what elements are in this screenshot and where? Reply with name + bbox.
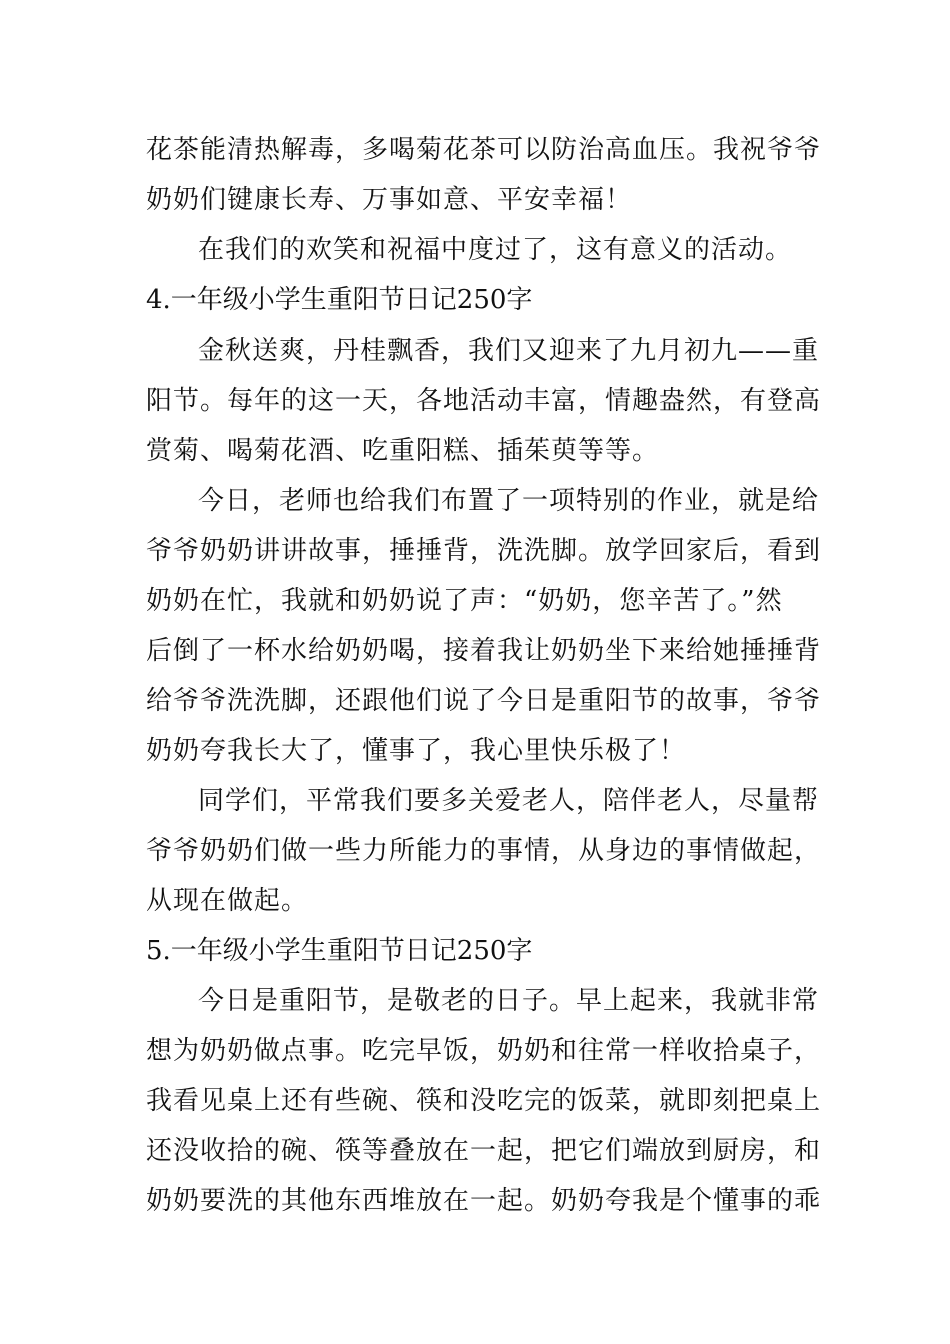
text-line: 爷爷奶奶们做一些力所能力的事情，从身边的事情做起， [146,836,822,866]
text-line: 还没收拾的碗、筷等叠放在一起，把它们端放到厨房，和 [146,1136,822,1166]
text-line: 给爷爷洗洗脚，还跟他们说了今日是重阳节的故事，爷爷 [146,686,822,716]
text-line: 金秋送爽，丹桂飘香，我们又迎来了九月初九——重 [198,336,820,366]
text-line: 花茶能清热解毒，多喝菊花茶可以防治高血压。我祝爷爷 [146,135,822,165]
text-line: 在我们的欢笑和祝福中度过了，这有意义的活动。 [198,235,793,265]
text-line: 爷爷奶奶讲讲故事，捶捶背，洗洗脚。放学回家后，看到 [146,536,822,566]
section-heading: 4.一年级小学生重阳节日记250字 [146,285,533,315]
section-heading: 5.一年级小学生重阳节日记250字 [146,936,533,966]
text-line: 赏菊、喝菊花酒、吃重阳糕、插茱萸等等。 [146,436,660,466]
text-line: 奶奶们键康长寿、万事如意、平安幸福！ [146,185,633,215]
text-line: 奶奶夸我长大了，懂事了，我心里快乐极了！ [146,736,687,766]
text-line: 奶奶要洗的其他东西堆放在一起。奶奶夸我是个懂事的乖 [146,1186,822,1216]
text-line: 我看见桌上还有些碗、筷和没吃完的饭菜，就即刻把桌上 [146,1086,822,1116]
text-line: 同学们，平常我们要多关爱老人，陪伴老人，尽量帮 [198,786,820,816]
text-line: 从现在做起。 [146,886,309,916]
text-line: 奶奶在忙，我就和奶奶说了声：“奶奶，您辛苦了。”然 [146,586,783,616]
text-line: 阳节。每年的这一天，各地活动丰富，情趣盎然，有登高 [146,386,822,416]
text-line: 今日是重阳节，是敬老的日子。早上起来，我就非常 [198,986,820,1016]
text-line: 后倒了一杯水给奶奶喝，接着我让奶奶坐下来给她捶捶背 [146,636,822,666]
text-line: 今日，老师也给我们布置了一项特别的作业，就是给 [198,486,820,516]
text-line: 想为奶奶做点事。吃完早饭，奶奶和往常一样收拾桌子， [146,1036,822,1066]
